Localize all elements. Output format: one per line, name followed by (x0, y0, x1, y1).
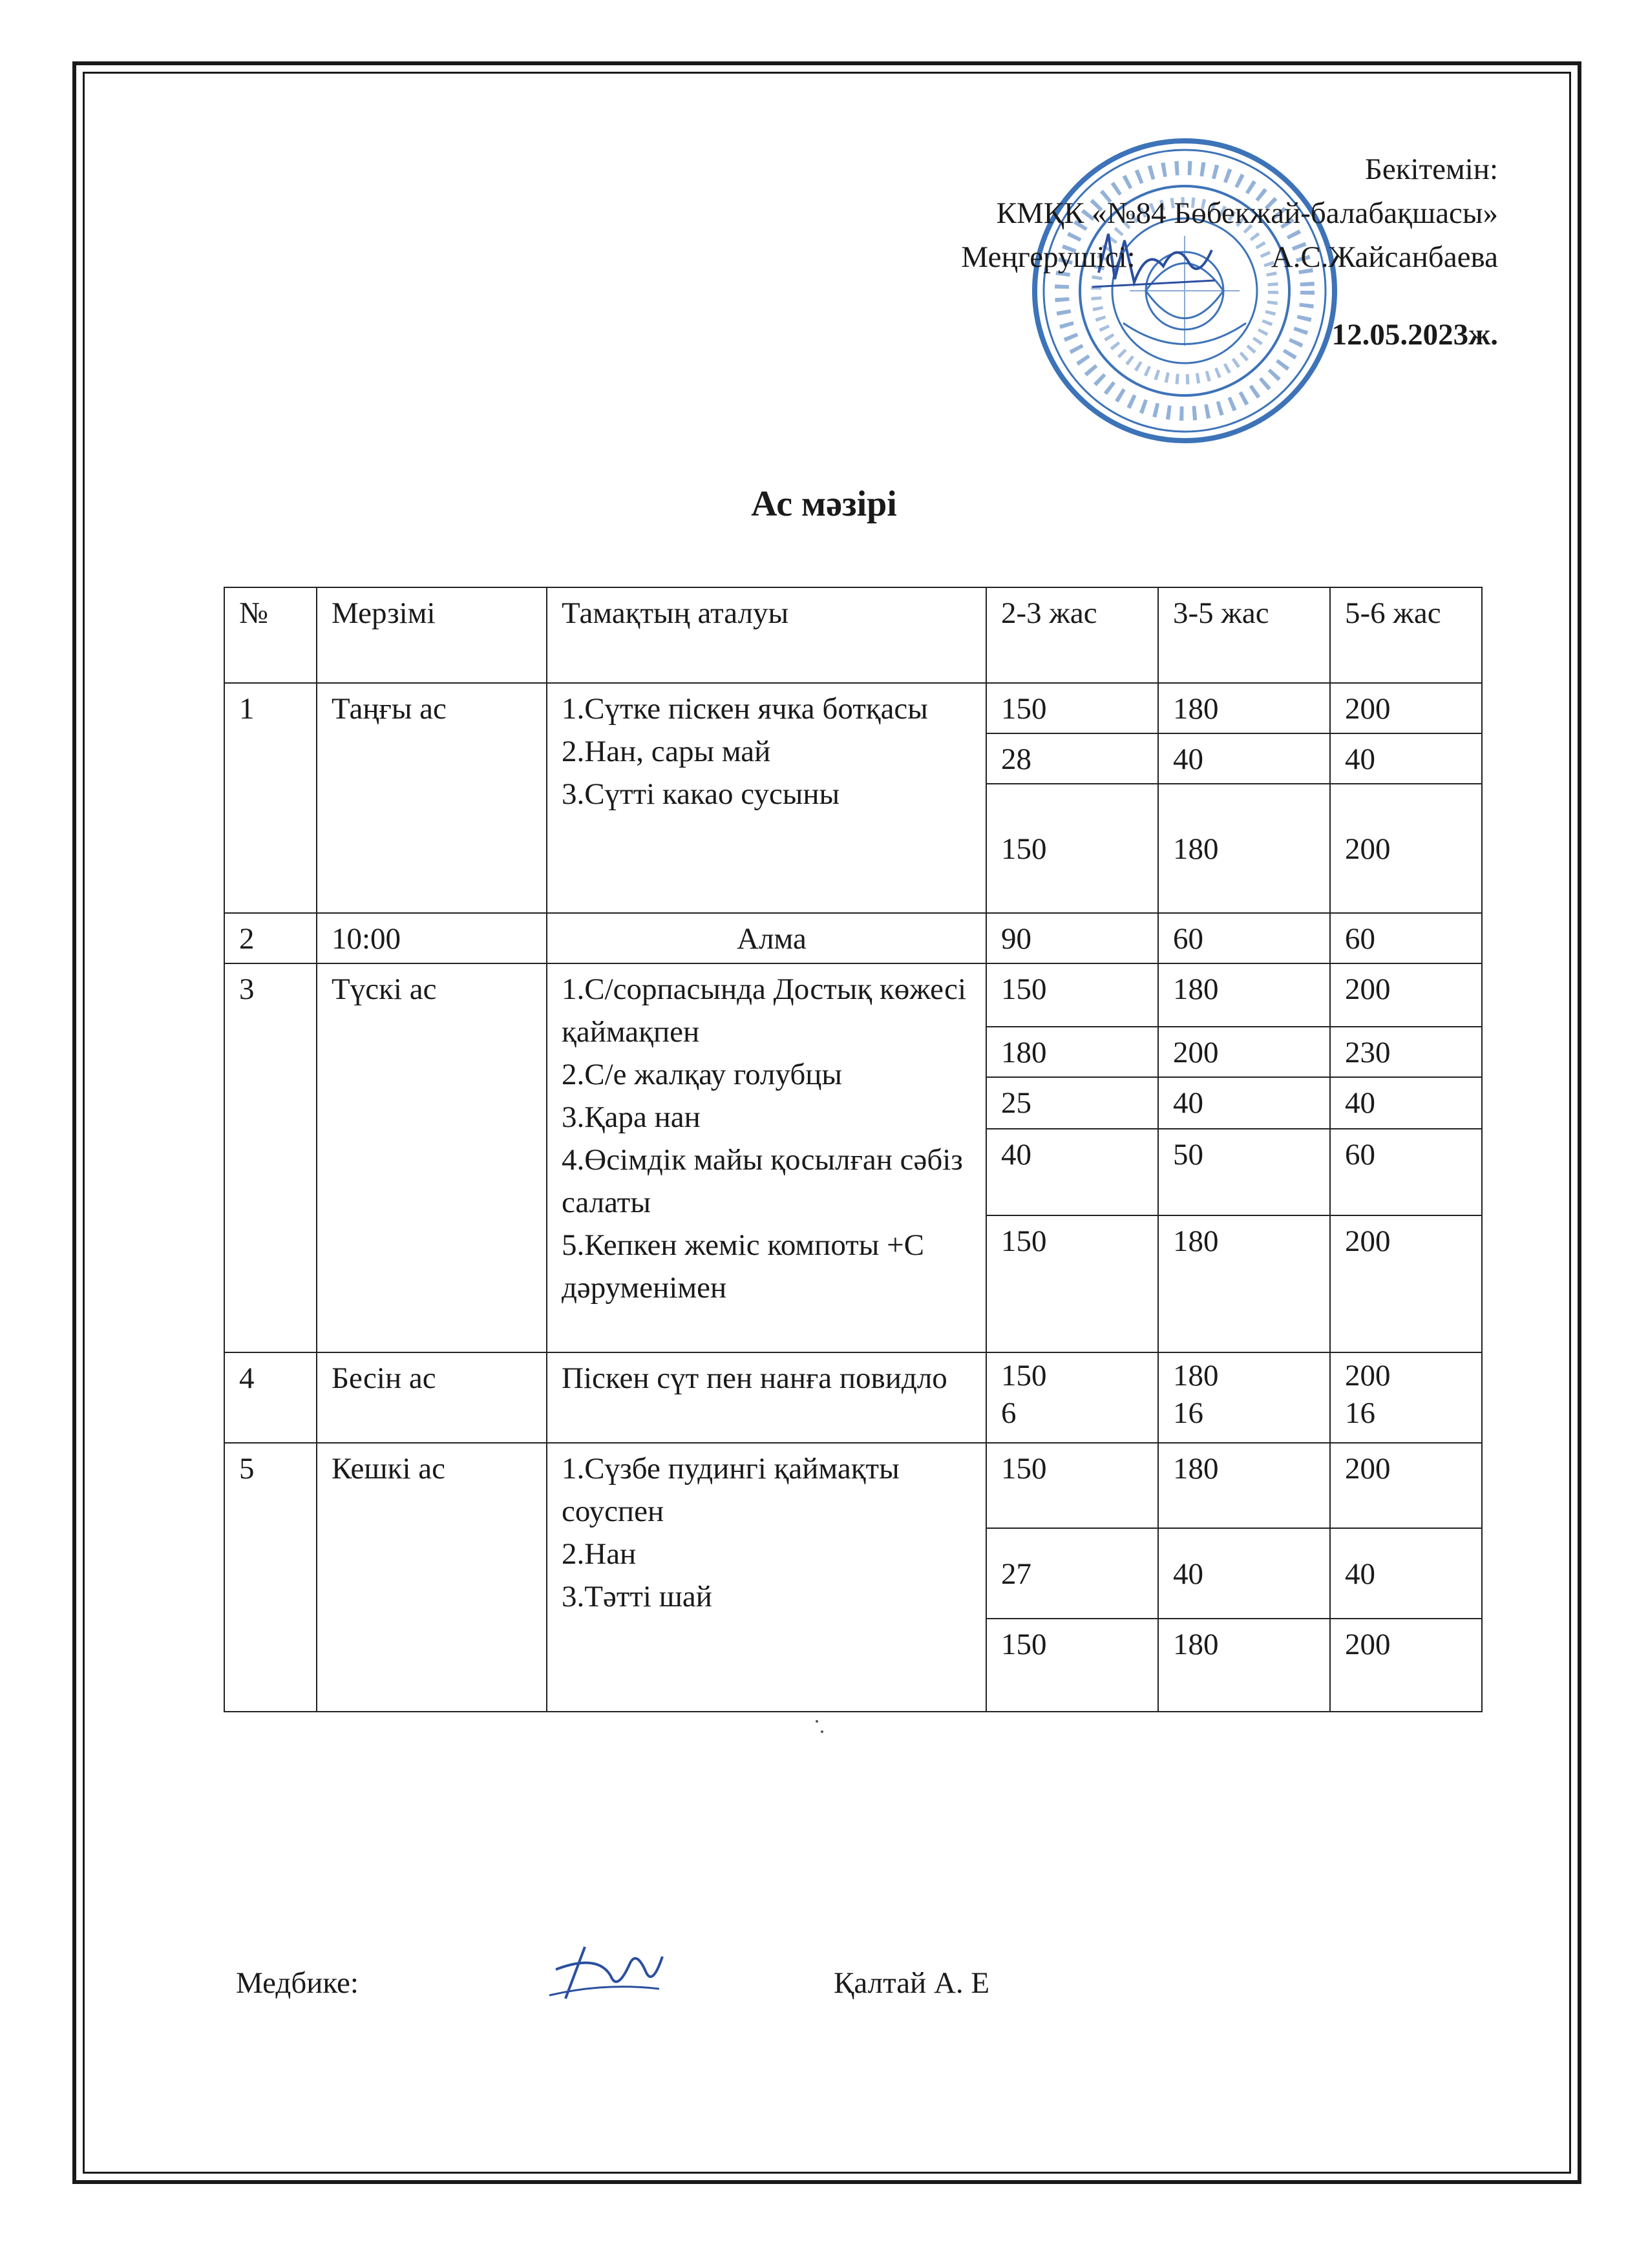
portion-cell: 150 (986, 1619, 1158, 1712)
portion-cell: 60 (1158, 913, 1330, 963)
meal-time: Түскі ас (317, 963, 547, 1352)
portion-cell: 150 (986, 963, 1158, 1027)
dish-item: 5.Кепкен жеміс компоты +С дәруменімен (562, 1228, 924, 1305)
row-number: 5 (224, 1443, 317, 1712)
header-number: № (224, 587, 317, 683)
approval-date: 12.05.2023ж. (1331, 318, 1498, 352)
portion-cell: 27 (986, 1528, 1158, 1619)
table-row (224, 913, 1482, 963)
portion-cell: 180 (1158, 963, 1330, 1027)
dish-item: 1.С/сорпасында Достық көжесі қаймақпен (562, 972, 967, 1049)
dish-item: Піскен сүт пен нанға повидло (547, 1352, 986, 1443)
portion-cell: 180 16 (1158, 1352, 1330, 1443)
dish-item: 2.Нан (562, 1537, 637, 1571)
portion-cell: 150 (986, 1215, 1158, 1352)
meal-time: Бесін ас (317, 1352, 547, 1443)
dish-item: 4.Өсімдік майы қосылған сәбіз салаты (562, 1143, 963, 1219)
portion-cell: 150 6 (986, 1352, 1158, 1443)
nurse-label: Медбике: (236, 1966, 359, 2000)
dish-list (547, 683, 986, 913)
dish-item: 2.С/е жалқау голубцы (562, 1058, 842, 1091)
approve-label: Бекітемін: (1364, 152, 1498, 186)
portion-cell: 150 (986, 784, 1158, 913)
dish-item: 3.Тәтті шай (562, 1580, 712, 1613)
portion-cell: 28 (986, 733, 1158, 784)
manager-name: А.С.Жайсанбаева (1271, 240, 1498, 274)
organization-name: КМҚК «№84 Бөбекжай-балабақшасы» (996, 196, 1498, 230)
menu-table (224, 587, 1483, 1712)
dish-item: 1.Сүзбе пудингі қаймақты соуспен (562, 1452, 900, 1528)
portion-cell: 40 (1330, 1528, 1482, 1619)
dish-item: 2.Нан, сары май (562, 735, 771, 768)
nurse-signature (540, 1937, 669, 2008)
row-number: 1 (224, 683, 317, 913)
row-number: 3 (224, 963, 317, 1352)
portion-cell: 150 (986, 1443, 1158, 1528)
portion-cell: 180 (1158, 784, 1330, 913)
portion-cell: 40 (1158, 733, 1330, 784)
header-age-5-6: 5-6 жас (1330, 587, 1482, 683)
portion-cell: 40 (1158, 1528, 1330, 1619)
portion-cell: 200 (1330, 683, 1482, 733)
portion-cell: 40 (1330, 1077, 1482, 1129)
meal-time: 10:00 (317, 913, 547, 963)
scan-speck (821, 1730, 823, 1733)
portion-cell: 60 (1330, 913, 1482, 963)
header-age-3-5: 3-5 жас (1158, 587, 1330, 683)
portion-cell: 150 (986, 683, 1158, 733)
table-row (224, 1352, 1482, 1443)
portion-cell: 200 (1330, 1619, 1482, 1712)
dish-item: 1.Сүтке піскен ячка ботқасы (562, 692, 928, 726)
table-row (224, 963, 1482, 1027)
portion-cell: 200 16 (1330, 1352, 1482, 1443)
footer-signatures (236, 1966, 990, 2000)
portion-cell: 200 (1330, 1215, 1482, 1352)
portion-cell: 200 (1330, 1443, 1482, 1528)
portion-cell: 180 (1158, 1215, 1330, 1352)
approval-block (658, 147, 1498, 357)
header-time: Мерзімі (317, 587, 547, 683)
table-row (224, 1443, 1482, 1528)
portion-cell: 40 (1158, 1077, 1330, 1129)
nurse-name: Қалтай А. Е (834, 1966, 990, 2000)
meal-time: Таңғы ас (317, 683, 547, 913)
row-number: 4 (224, 1352, 317, 1443)
manager-label: Меңгерушісі: (961, 240, 1136, 274)
portion-cell: 200 (1158, 1027, 1330, 1077)
portion-cell: 60 (1330, 1129, 1482, 1215)
dish-item: 3.Сүтті какао сусыны (562, 777, 840, 811)
dish-list (547, 963, 986, 1352)
dish-item: Алма (547, 913, 986, 963)
portion-cell: 50 (1158, 1129, 1330, 1215)
portion-cell: 200 (1330, 784, 1482, 913)
dish-list (547, 1443, 986, 1712)
scan-speck (816, 1720, 818, 1723)
portion-cell: 200 (1330, 963, 1482, 1027)
portion-cell: 230 (1330, 1027, 1482, 1077)
portion-cell: 180 (1158, 1443, 1330, 1528)
portion-cell: 40 (1330, 733, 1482, 784)
meal-time: Кешкі ас (317, 1443, 547, 1712)
table-header-row (224, 587, 1482, 683)
document-title: Ас мәзірі (751, 484, 897, 524)
portion-cell: 180 (986, 1027, 1158, 1077)
portion-cell: 180 (1158, 683, 1330, 733)
portion-cell: 40 (986, 1129, 1158, 1215)
header-age-2-3: 2-3 жас (986, 587, 1158, 683)
portion-cell: 90 (986, 913, 1158, 963)
manager-line (658, 235, 1498, 279)
table-row (224, 683, 1482, 733)
row-number: 2 (224, 913, 317, 963)
portion-cell: 180 (1158, 1619, 1330, 1712)
dish-item: 3.Қара нан (562, 1100, 701, 1134)
portion-cell: 25 (986, 1077, 1158, 1129)
header-dish-name: Тамақтың аталуы (547, 587, 986, 683)
